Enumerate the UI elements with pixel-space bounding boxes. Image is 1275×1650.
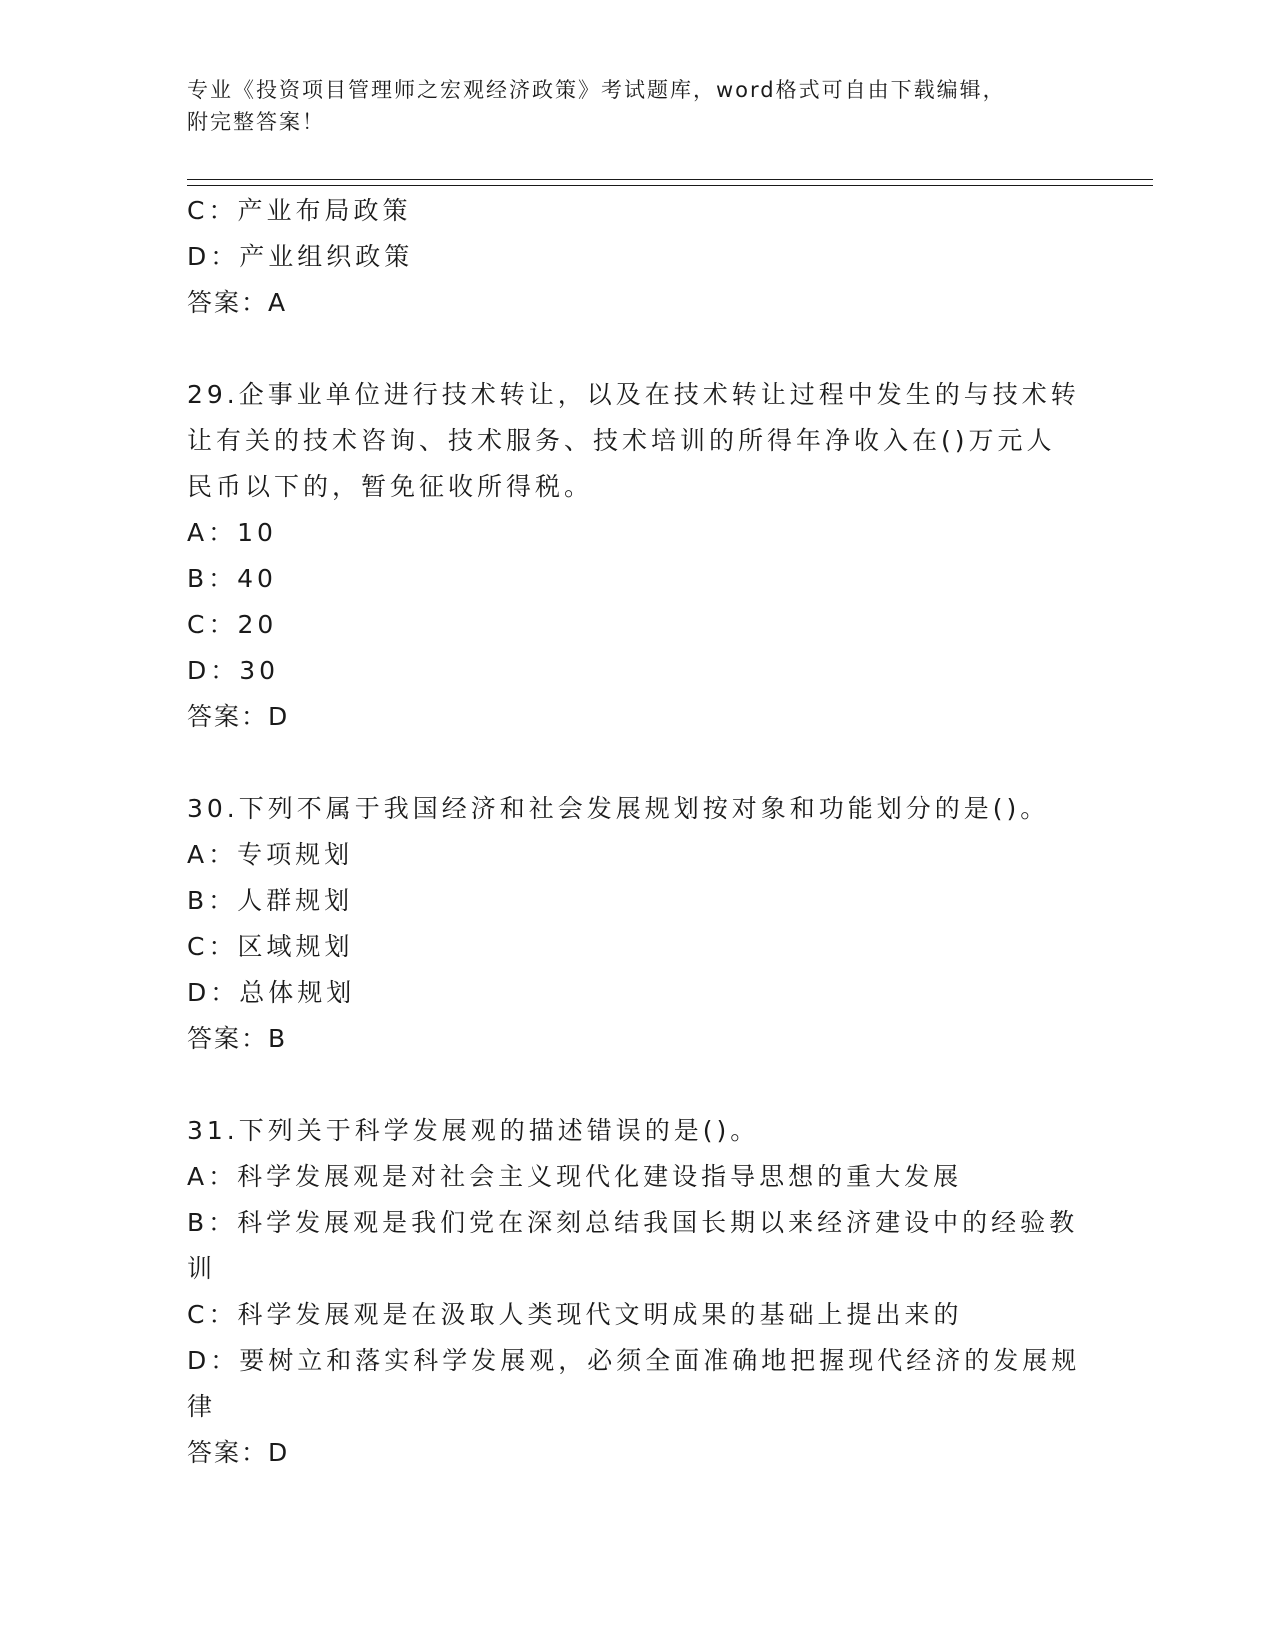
- option-d-continued: 律: [187, 1392, 217, 1421]
- question-28-tail: [187, 188, 1087, 326]
- question-list: [187, 188, 1087, 1476]
- spacer: [187, 326, 1087, 372]
- answer-line: 答案：D: [187, 1438, 290, 1467]
- option-b: B：40: [187, 564, 277, 593]
- option-d: D：要树立和落实科学发展观，必须全面准确地把握现代经济的发展规: [187, 1346, 1081, 1375]
- option-c: C：产业布局政策: [187, 196, 412, 225]
- option-a: A：科学发展观是对社会主义现代化建设指导思想的重大发展: [187, 1162, 963, 1191]
- page-header: [187, 74, 1067, 138]
- header-text-line-2: 附完整答案！: [187, 110, 325, 134]
- question-stem-line: 30.下列不属于我国经济和社会发展规划按对象和功能划分的是()。: [187, 794, 1050, 823]
- question-stem-line: 让有关的技术咨询、技术服务、技术培训的所得年净收入在()万元人: [187, 426, 1056, 455]
- option-a: A：10: [187, 518, 277, 547]
- question-30: [187, 786, 1087, 1062]
- header-text-line-1: 专业《投资项目管理师之宏观经济政策》考试题库，word格式可自由下载编辑，: [187, 78, 1006, 102]
- option-d: D：产业组织政策: [187, 242, 414, 271]
- question-stem-line: 29.企事业单位进行技术转让，以及在技术转让过程中发生的与技术转: [187, 380, 1080, 409]
- question-stem-line: 31.下列关于科学发展观的描述错误的是()。: [187, 1116, 760, 1145]
- spacer: [187, 740, 1087, 786]
- question-31: [187, 1108, 1087, 1476]
- option-d: D：30: [187, 656, 280, 685]
- option-b: B：科学发展观是我们党在深刻总结我国长期以来经济建设中的经验教: [187, 1208, 1079, 1237]
- question-stem-line: 民币以下的，暂免征收所得税。: [187, 472, 594, 501]
- answer-line: 答案：D: [187, 702, 290, 731]
- option-a: A：专项规划: [187, 840, 354, 869]
- option-b: B：人群规划: [187, 886, 354, 915]
- header-divider-bottom: [187, 185, 1153, 186]
- spacer: [187, 1062, 1087, 1108]
- option-b-continued: 训: [187, 1254, 217, 1283]
- option-d: D：总体规划: [187, 978, 356, 1007]
- answer-line: 答案：A: [187, 288, 288, 317]
- header-divider-top: [187, 179, 1153, 180]
- option-c: C：区域规划: [187, 932, 354, 961]
- option-c: C：20: [187, 610, 278, 639]
- question-29: [187, 372, 1087, 740]
- option-c: C：科学发展观是在汲取人类现代文明成果的基础上提出来的: [187, 1300, 963, 1329]
- answer-line: 答案：B: [187, 1024, 288, 1053]
